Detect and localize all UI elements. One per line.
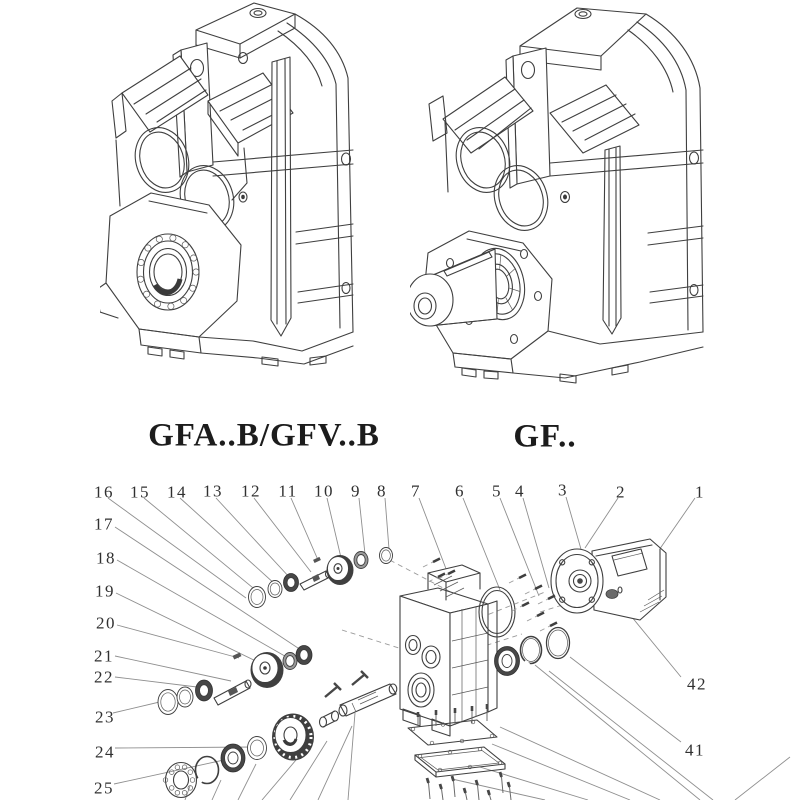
- callout-11: 11: [278, 481, 298, 501]
- callout-8: 8: [377, 481, 387, 501]
- callout-3: 3: [558, 480, 568, 500]
- electric-motor: [551, 539, 666, 620]
- callout-20: 20: [96, 613, 116, 633]
- callout-6: 6: [455, 481, 465, 501]
- clamp-straps: [550, 146, 703, 334]
- exploded-parts-drawing: [0, 470, 800, 800]
- callout-24: 24: [95, 742, 115, 762]
- callout-23: 23: [95, 707, 115, 727]
- callout-19: 19: [95, 581, 115, 601]
- snap-ring: [521, 637, 542, 664]
- callout-16: 16: [94, 482, 114, 502]
- cover-plate: [415, 747, 505, 772]
- strap-bolt-hole: [690, 152, 699, 164]
- oil-plug: [575, 10, 591, 19]
- reducer-iso-drawing-flange-mount: [100, 0, 400, 400]
- intermediate-shaft-assembly: [158, 646, 312, 715]
- callout-14: 14: [167, 482, 187, 502]
- callout-12: 12: [241, 481, 261, 501]
- callout-4: 4: [515, 481, 525, 501]
- output-bearing-boss: [100, 193, 241, 337]
- top-lifting-plate: [196, 3, 295, 58]
- callout-17: 17: [94, 514, 114, 534]
- callout-42: 42: [687, 674, 707, 694]
- reducer-iso-drawing-with-output-shaft: [410, 0, 710, 400]
- callout-25: 25: [94, 778, 114, 798]
- callout-21: 21: [94, 646, 114, 666]
- callout-9: 9: [351, 481, 361, 501]
- callout-7: 7: [411, 481, 421, 501]
- ball-bearing: [166, 763, 197, 798]
- key: [233, 652, 242, 659]
- callout-41: 41: [685, 740, 705, 760]
- callout-10: 10: [314, 481, 334, 501]
- callout-5: 5: [492, 481, 502, 501]
- oil-plug: [250, 9, 266, 18]
- model-label-left: GFA..B/GFV..B: [148, 417, 380, 454]
- studs: [325, 671, 368, 697]
- shaft-end-face: [410, 274, 453, 326]
- model-label-right: GF..: [513, 418, 577, 455]
- motor-pinion: [606, 590, 618, 599]
- callout-15: 15: [130, 482, 150, 502]
- arched-side: [628, 14, 703, 332]
- mounting-feet: [139, 329, 353, 366]
- callout-1: 1: [695, 482, 705, 502]
- output-ring-parts: [495, 628, 570, 676]
- motor-flange: [551, 549, 603, 613]
- callout-2: 2: [616, 482, 626, 502]
- callout-22: 22: [94, 667, 114, 687]
- output-shaft: [340, 684, 396, 716]
- callout-18: 18: [96, 548, 116, 568]
- large-ring: [547, 628, 570, 659]
- callout-13: 13: [203, 481, 223, 501]
- center-cooling-fins: [550, 85, 639, 153]
